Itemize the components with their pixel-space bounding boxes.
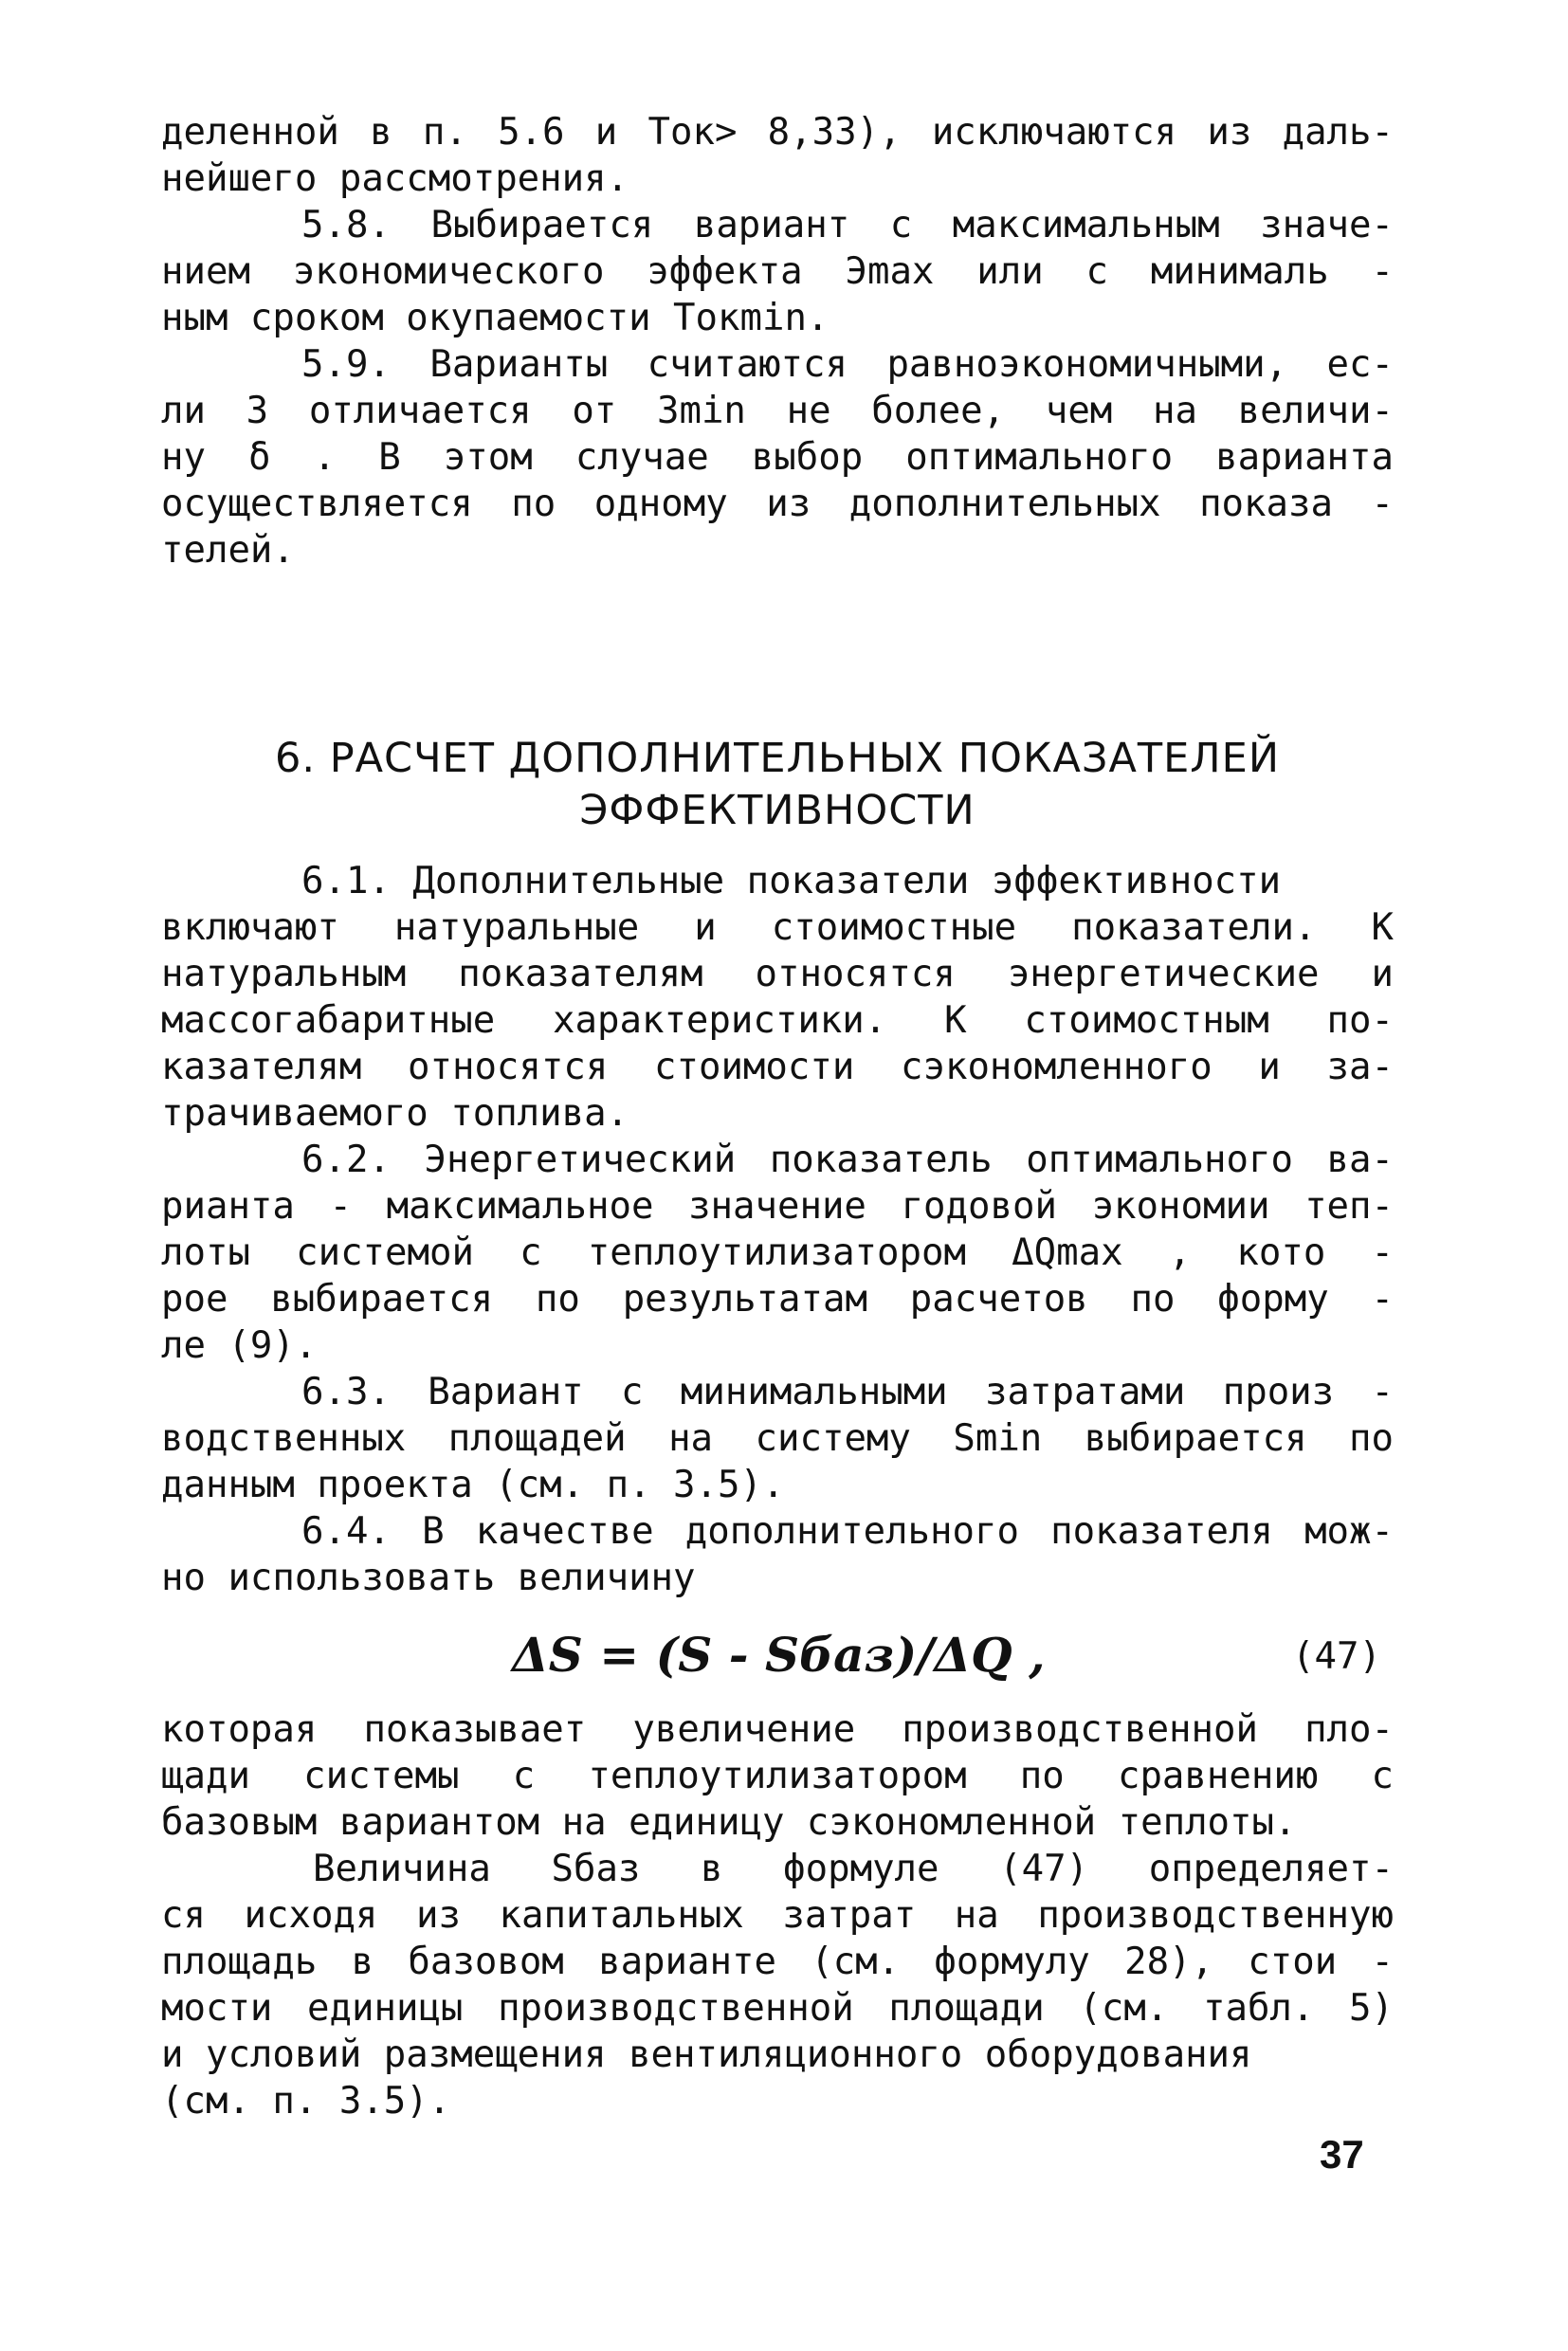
text-line: мости единицы производственной площади (см. табл. 5): [161, 1987, 1394, 2030]
page-number: 37: [1320, 2132, 1364, 2177]
text-line: ным сроком окупаемости Tокmin.: [161, 297, 830, 339]
text-line: трачиваемого топлива.: [161, 1092, 629, 1135]
text-line: площадь в базовом варианте (см. формулу 28), стои -: [161, 1941, 1394, 1983]
text-line: Величина Sбаз в формуле (47) определяет-: [313, 1848, 1394, 1890]
paragraph-continuation: [161, 109, 1394, 202]
section-heading-line: ЭФФЕКТИВНОСТИ: [579, 787, 975, 834]
formula-47: ΔS = (S - Sбаз)/ΔQ ,: [512, 1627, 1046, 1683]
text-line: и условий размещения вентиляционного оборудования: [161, 2033, 1252, 2076]
paragraph-5-9: [161, 341, 1394, 574]
text-line: 5.8. Выбирается вариант с максимальным значе-: [301, 204, 1394, 246]
text-line: 6.2. Энергетический показатель оптимального ва-: [301, 1139, 1394, 1181]
text-line: казателям относятся стоимости сэкономленного и за-: [161, 1046, 1394, 1088]
text-line: базовым вариантом на единицу сэкономленной теплоты.: [161, 1801, 1297, 1844]
paragraph-value: [161, 1846, 1394, 2124]
text-line: натуральным показателям относятся энергетические и: [161, 953, 1394, 995]
text-line: ле (9).: [161, 1324, 318, 1367]
text-line: но использовать величину: [161, 1557, 696, 1599]
text-line: рианта - максимальное значение годовой экономии теп-: [161, 1185, 1394, 1228]
paragraph-6-2: [161, 1137, 1394, 1369]
text-line: нием экономического эффекта Эmax или с минималь -: [161, 250, 1394, 293]
paragraph-after-formula: [161, 1706, 1394, 1846]
formula-number: (47): [1292, 1635, 1381, 1678]
text-line: 6.1. Дополнительные показатели эффективности: [301, 860, 1282, 902]
text-line: (см. п. 3.5).: [161, 2080, 451, 2123]
text-line: массогабаритные характеристики. К стоимостным по-: [161, 999, 1394, 1042]
text-line: телей.: [161, 529, 295, 572]
text-line: 6.4. В качестве дополнительного показателя мож-: [301, 1510, 1394, 1553]
section-heading-line: 6. РАСЧЕТ ДОПОЛНИТЕЛЬНЫХ ПОКАЗАТЕЛЕЙ: [275, 735, 1280, 782]
text-line: 5.9. Варианты считаются равноэкономичными, ес-: [301, 343, 1394, 386]
text-line: водственных площадей на систему Smin выбирается по: [161, 1417, 1394, 1460]
text-line: нейшего рассмотрения.: [161, 157, 629, 200]
paragraph-6-4: [161, 1508, 1394, 1601]
text-line: щади системы с теплоутилизатором по сравнению с: [161, 1755, 1394, 1797]
text-line: лоты системой с теплоутилизатором ΔQmax , кото -: [161, 1231, 1394, 1274]
text-line: которая показывает увеличение производственной пло-: [161, 1708, 1394, 1751]
text-line: деленной в п. 5.6 и Tок> 8,33), исключаются из даль-: [161, 111, 1394, 154]
paragraph-6-1: [161, 858, 1394, 1137]
paragraph-6-3: [161, 1369, 1394, 1508]
text-line: ли З отличается от Зmin не более, чем на величи-: [161, 390, 1394, 432]
text-line: рое выбирается по результатам расчетов по форму -: [161, 1278, 1394, 1321]
text-line: ся исходя из капитальных затрат на производственную: [161, 1894, 1394, 1937]
paragraph-5-8: [161, 202, 1394, 341]
text-line: включают натуральные и стоимостные показатели. К: [161, 906, 1394, 949]
text-line: ну δ . В этом случае выбор оптимального варианта: [161, 436, 1394, 479]
text-line: осуществляется по одному из дополнительных показа -: [161, 483, 1394, 525]
text-line: 6.3. Вариант с минимальными затратами произ -: [301, 1371, 1394, 1413]
section-heading: [161, 733, 1394, 837]
text-line: данным проекта (см. п. 3.5).: [161, 1464, 785, 1506]
